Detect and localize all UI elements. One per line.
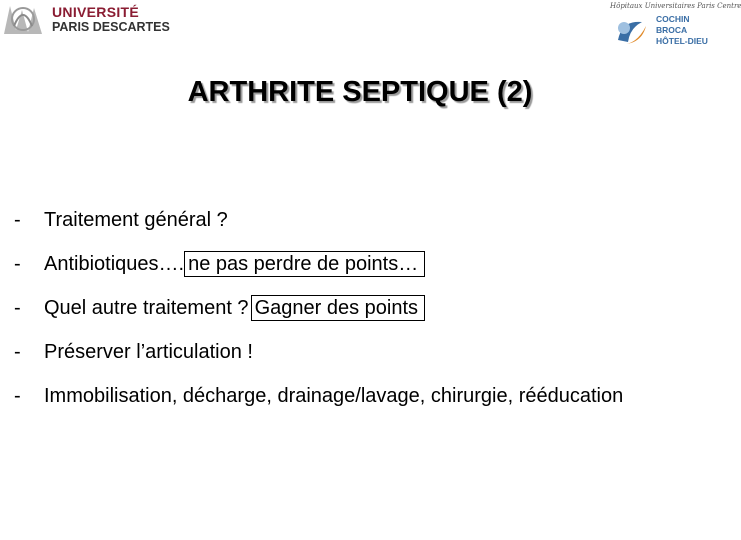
bullet-text: Préserver l’articulation ! xyxy=(44,341,253,363)
bullet-item xyxy=(14,330,720,374)
university-logo xyxy=(0,0,170,40)
university-name-line1: UNIVERSITÉ xyxy=(52,4,140,20)
university-emblem-icon xyxy=(0,0,46,38)
hospital-tagline: Hôpitaux Universitaires Paris Centre xyxy=(610,2,741,10)
boxed-highlight: ne pas perdre de points… xyxy=(184,251,425,277)
hospital-logo xyxy=(606,0,741,52)
bullet-item xyxy=(14,198,720,242)
bullet-item xyxy=(14,242,720,286)
slide-title: ARTHRITE SEPTIQUE (2) xyxy=(187,76,533,108)
bullet-list xyxy=(14,198,720,418)
bullet-marker: - xyxy=(14,341,21,363)
bullet-item xyxy=(14,286,720,330)
bullet-marker: - xyxy=(14,253,21,275)
bullet-text: Quel autre traitement ? xyxy=(44,297,249,319)
bullet-text: Traitement général ? xyxy=(44,209,228,231)
bullet-text: Antibiotiques…. xyxy=(44,253,185,275)
bullet-item xyxy=(14,374,720,418)
hospital-name-broca: BROCA xyxy=(656,25,688,35)
hospital-name-hotel-dieu: HÔTEL-DIEU xyxy=(656,36,708,46)
hospital-emblem-icon xyxy=(612,14,652,48)
boxed-highlight: Gagner des points xyxy=(251,295,425,321)
bullet-text: Immobilisation, décharge, drainage/lavage, chirurgie, rééducation xyxy=(44,385,624,407)
bullet-marker: - xyxy=(14,385,21,407)
bullet-marker: - xyxy=(14,209,21,231)
university-name-line2: PARIS DESCARTES xyxy=(52,20,170,34)
hospital-name-cochin: COCHIN xyxy=(656,14,690,24)
hospital-names xyxy=(656,14,708,47)
bullet-marker: - xyxy=(14,297,21,319)
